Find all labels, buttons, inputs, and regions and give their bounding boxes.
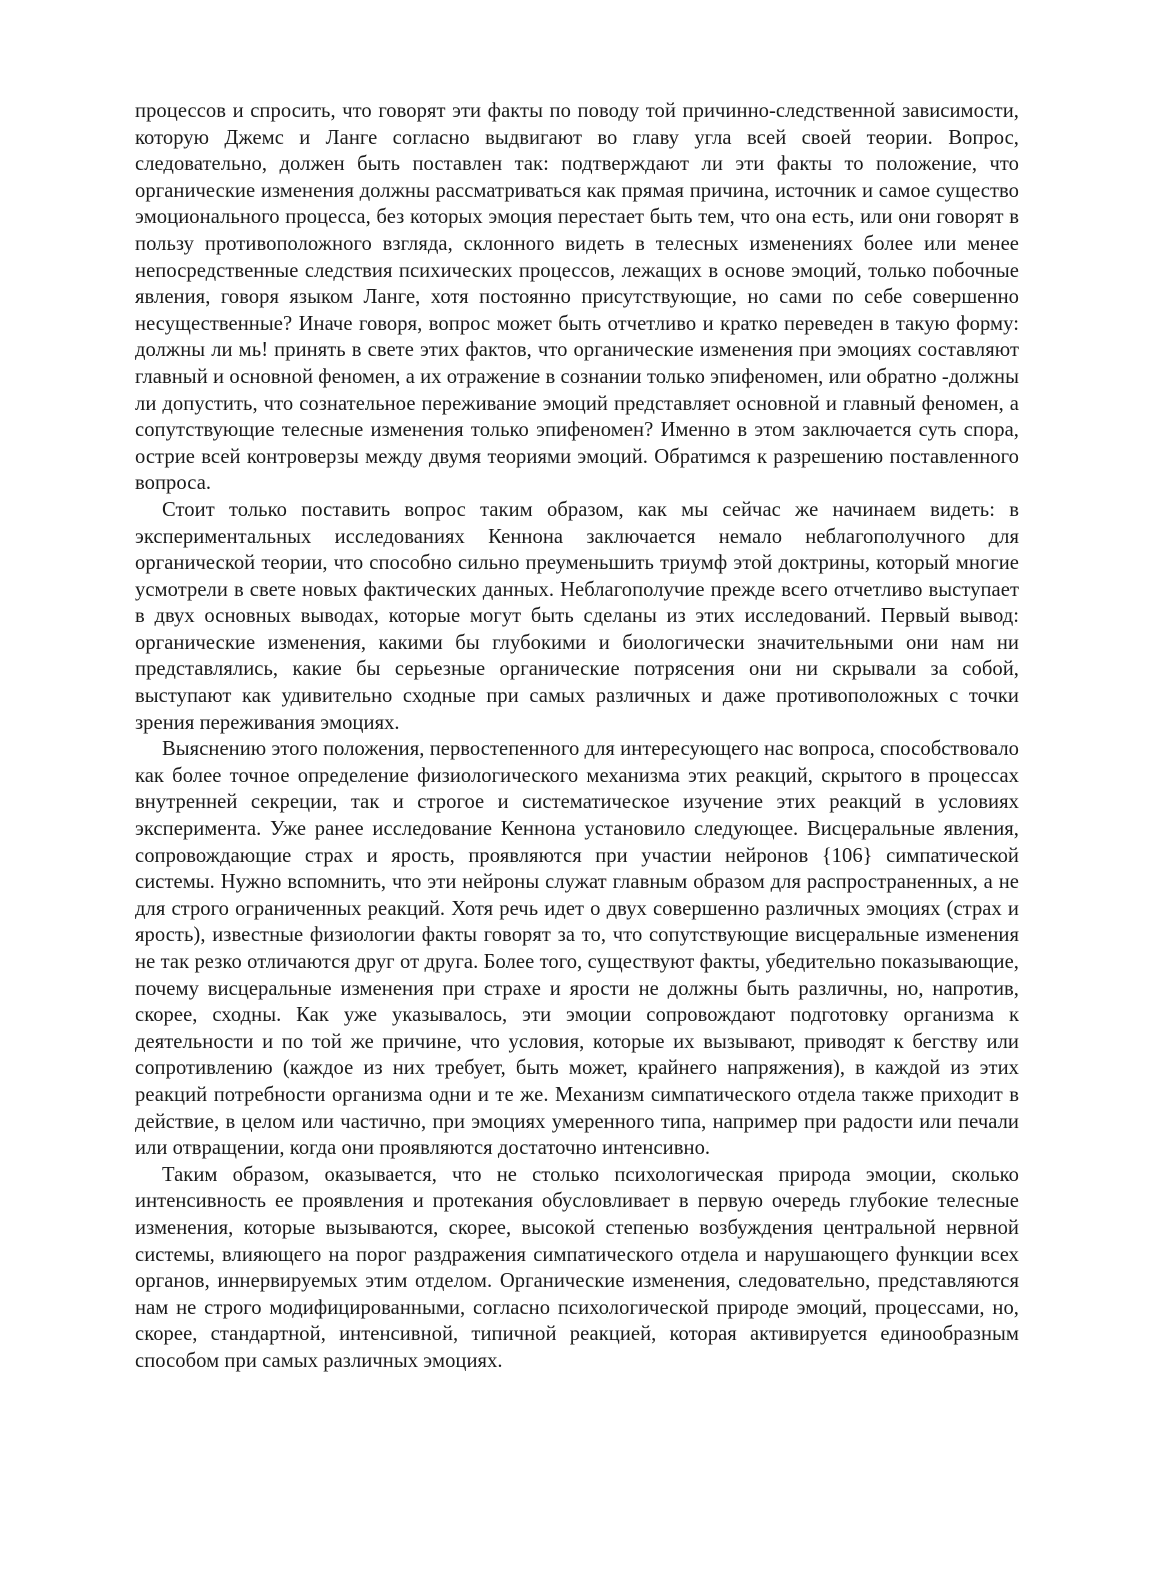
paragraph-3: Выяснению этого положения, первостепенного для интересующего нас вопроса, способствовало как более точное определение физиологического механизма этих реакций, скрытого в процессах внутренней секреции, так и строгое и систематическое изучение этих реакций в условиях эксперимента. Уже ранее исследование Кеннона установило следующее. Висцеральные явления, сопровождающие страх и ярость, проявляются при участии нейронов {106} симпатической системы. Нужно вспомнить, что эти нейроны служат главным образом для распространенных, а не для строго ограниченных реакций. Хотя речь идет о двух совершенно различных эмоциях (страх и ярость), известные физиологии факты говорят за то, что сопутствующие висцеральные изменения не так резко отличаются друг от друга. Более того, существуют факты, убедительно показывающие, почему висцеральные изменения при страхе и ярости не должны быть различны, но, напротив, скорее, сходны. Как уже указывалось, эти эмоции сопровождают подготовку организма к деятельности и по той же причине, что условия, которые их вызывают, приводят к бегству или сопротивлению (каждое из них требует, быть может, крайнего напряжения), в каждой из этих реакций потребности организма одни и те же. Механизм симпатического отдела также приходит в действие, в целом или частично, при эмоциях умеренного типа, например при радости или печали или отвращении, когда они проявляются достаточно интенсивно. — [135, 738, 1019, 1160]
paragraph-4: Таким образом, оказывается, что не столько психологическая природа эмоции, сколько интенсивность ее проявления и протекания обусловливает в первую очередь глубокие телесные изменения, которые вызываются, скорее, высокой степенью возбуждения центральной нервной системы, влияющего на порог раздражения симпатического отдела и нарушающего функции всех органов, иннервируемых этим отделом. Органические изменения, следовательно, представляются нам не строго модифицированными, согласно психологической природе эмоций, процессами, но, скорее, стандартной, интенсивной, типичной реакцией, которая активируется единообразным способом при самых различных эмоциях. — [135, 1163, 1019, 1372]
paragraph-2: Стоит только поставить вопрос таким образом, как мы сейчас же начинаем видеть: в экспериментальных исследованиях Кеннона заключается немало неблагополучного для органической теории, что способно сильно преуменьшить триумф этой доктрины, который многие усмотрели в свете новых фактических данных. Неблагополучие прежде всего отчетливо выступает в двух основных выводах, которые могут быть сделаны из этих исследований. Первый вывод: органические изменения, какими бы глубокими и биологически значительными они нам ни представлялись, какие бы серьезные органические потрясения они ни скрывали за собой, выступают как удивительно сходные при самых различных и даже противоположных с точки зрения переживания эмоциях. — [135, 498, 1019, 734]
document-page — [135, 98, 1019, 1375]
paragraph-1: процессов и спросить, что говорят эти факты по поводу той причинно-следственной зависимости, которую Джемс и Ланге согласно выдвигают во главу угла всей своей теории. Вопрос, следовательно, должен быть поставлен так: подтверждают ли эти факты то положение, что органические изменения должны рассматриваться как прямая причина, источник и самое существо эмоционального процесса, без которых эмоция перестает быть тем, что она есть, или они говорят в пользу противоположного взгляда, склонного видеть в телесных изменениях более или менее непосредственные следствия психических процессов, лежащих в основе эмоций, только побочные явления, говоря языком Ланге, хотя постоянно присутствующие, но сами по себе совершенно несущественные? Иначе говоря, вопрос может быть отчетливо и кратко переведен в такую форму: должны ли мь! принять в свете этих фактов, что органические изменения при эмоциях составляют главный и основной феномен, а их отражение в сознании только эпифеномен, или обратно -должны ли допустить, что сознательное переживание эмоций представляет основной и главный феномен, а сопутствующие телесные изменения только эпифеномен? Именно в этом заключается суть спора, острие всей контроверзы между двумя теориями эмоций. Обратимся к разрешению поставленного вопроса. — [135, 100, 1019, 495]
